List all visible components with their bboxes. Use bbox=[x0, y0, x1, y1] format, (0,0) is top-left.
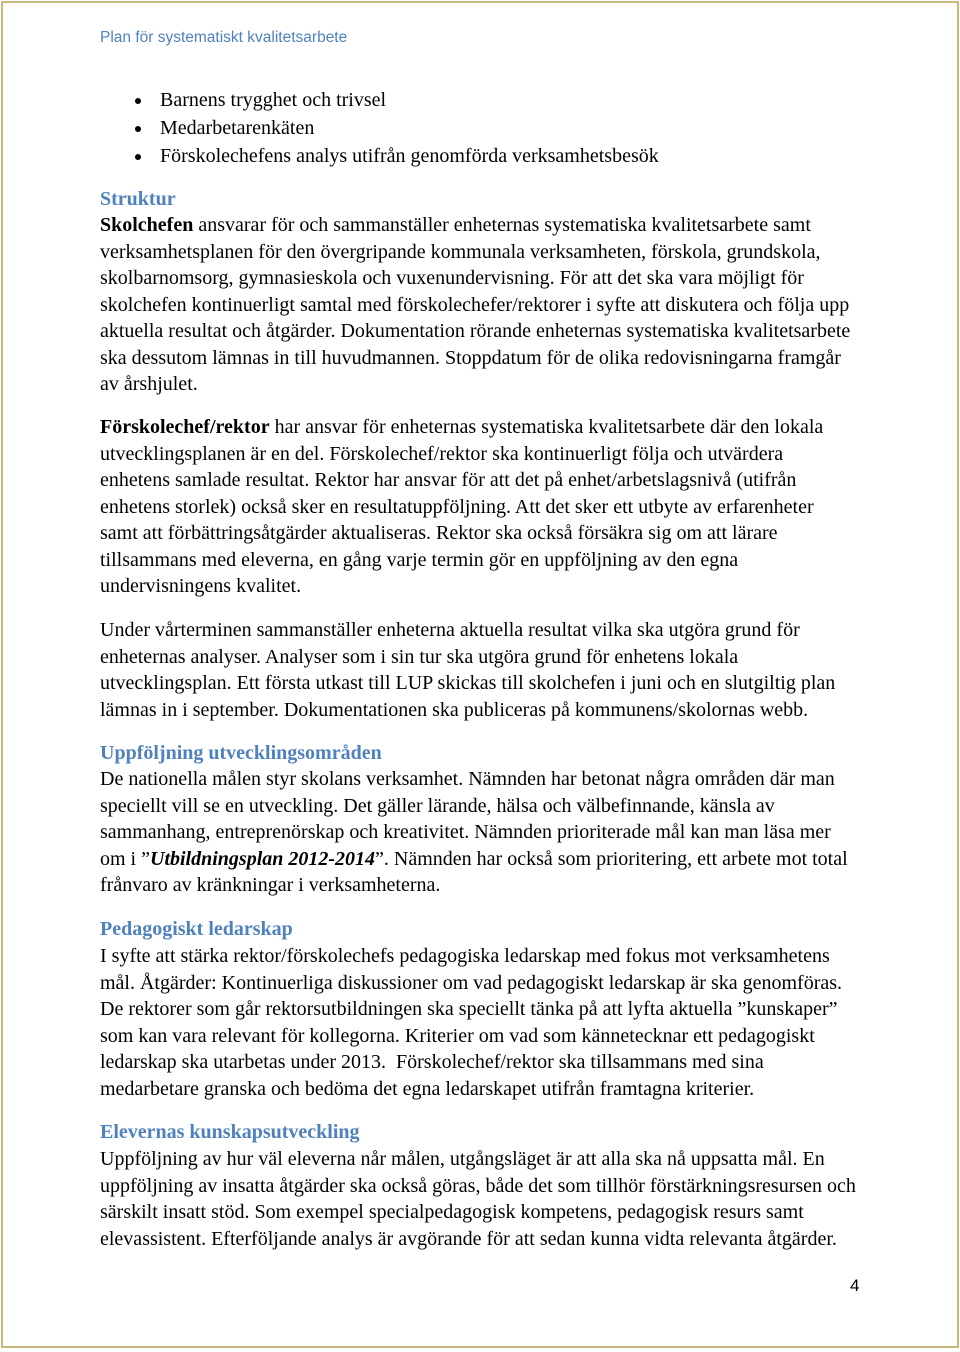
paragraph-line: skolbarnomsorg, gymnasieskola och vuxenundervisning. För att det ska vara möjligt för bbox=[100, 267, 804, 289]
line-text: ”. Nämnden har också som prioritering, ett arbete mot total bbox=[375, 847, 848, 870]
paragraph-line: särskilt insatt stöd. Som exempel specialpedagogisk kompetens, pedagogisk resurs samt bbox=[100, 1201, 804, 1223]
paragraph-line: lämnas in i september. Dokumentationen ska publiceras på kommunens/skolornas webb. bbox=[100, 698, 809, 721]
paragraph-line: enheternas analyser. Analyser som i sin tur ska utgöra grund för enhetens lokala bbox=[100, 645, 739, 668]
paragraph-line: aktuella resultat och åtgärder. Dokumentation rörande enheternas systematiska kvalitetsarbete bbox=[100, 320, 851, 342]
paragraph-line: av årshjulet. bbox=[100, 373, 198, 395]
paragraph-line: ledarskap ska utarbetas under 2013. Förskolechef/rektor ska tillsammans med sina bbox=[100, 1051, 764, 1073]
paragraph-line: utvecklingsplan. Ett första utkast till LUP skickas till skolchefen i juni och en slutgiltig plan bbox=[100, 672, 836, 694]
paragraph-line: enhetens storlek) också sker en resultatuppföljning. Att det sker ett utbyte av erfarenheter bbox=[100, 495, 814, 518]
paragraph-line: sammanhang, entreprenörskap och kreativitet. Nämnden prioriterade mål kan man läsa mer bbox=[100, 821, 831, 843]
paragraph-line: Uppföljning av hur väl eleverna når målen, utgångsläget är att alla ska nå uppsatta mål. En bbox=[100, 1148, 825, 1170]
paragraph-line: som kan vara relevant för kollegorna. Kriterier om vad som kännetecknar ett pedagogiskt bbox=[100, 1024, 815, 1047]
paragraph-line: frånvaro av kränkningar i verksamheterna. bbox=[100, 874, 441, 896]
bullet-text: Medarbetarenkäten bbox=[160, 117, 315, 139]
heading-struktur: Struktur bbox=[100, 188, 176, 210]
paragraph-line: De nationella målen styr skolans verksamhet. Nämnden har betonat några områden där man bbox=[100, 768, 835, 790]
paragraph-line: skolchefen kontinuerligt samtal med förskolechefer/rektorer i syfte att diskutera och följa upp bbox=[100, 293, 850, 316]
bullet-marker bbox=[135, 154, 141, 160]
paragraph-pedagogiskt-ledarskap bbox=[100, 943, 842, 1102]
paragraph-uppfoljning bbox=[100, 766, 848, 899]
paragraph-forskolechef bbox=[100, 414, 823, 600]
line-text: om i ” bbox=[100, 847, 150, 870]
bold-lead: Skolchefen bbox=[100, 214, 194, 236]
paragraph-line: I syfte att stärka rektor/förskolechefs pedagogiska ledarskap med fokus mot verksamhetens bbox=[100, 945, 830, 967]
paragraph-line: utvecklingsplanen är en del. Förskolechef/rektor ska kontinuerligt följa och utvärdera bbox=[100, 442, 784, 465]
line-text: ansvarar för och sammanställer enheternas systematiska kvalitetsarbete samt bbox=[193, 214, 811, 236]
paragraph-line: samt att förbättringsåtgärder aktualiseras. Rektor ska också försäkra sig om att lärare bbox=[100, 522, 778, 544]
paragraph-line: elevassistent. Efterföljande analys är avgörande för att sedan kunna vidta relevanta åtgärder. bbox=[100, 1227, 837, 1250]
heading-pedagogiskt-ledarskap: Pedagogiskt ledarskap bbox=[100, 918, 293, 940]
bullet-marker bbox=[135, 126, 141, 132]
paragraph-line: De rektorer som går rektorsutbildningen ska speciellt tänka på att lyfta aktuella ”kunskaper” bbox=[100, 998, 838, 1020]
running-header: Plan för systematiskt kvalitetsarbete bbox=[100, 29, 348, 46]
paragraph-line: tillsammans med eleverna, en gång varje termin gör en uppföljning av den egna bbox=[100, 548, 739, 571]
paragraph-line: ska dessutom lämnas in till huvudmannen. Stoppdatum för de olika redovisningarna framgår bbox=[100, 346, 841, 369]
heading-uppfoljning: Uppföljning utvecklingsområden bbox=[100, 742, 382, 764]
heading-elevernas-kunskapsutveckling: Elevernas kunskapsutveckling bbox=[100, 1121, 360, 1143]
paragraph-elevernas-kunskapsutveckling bbox=[100, 1146, 856, 1252]
bold-lead: Förskolechef/rektor bbox=[100, 416, 270, 438]
paragraph-varterminen bbox=[100, 617, 835, 723]
bullet-item bbox=[100, 86, 659, 114]
bullet-text: Förskolechefens analys utifrån genomförda verksamhetsbesök bbox=[160, 145, 659, 167]
paragraph-line bbox=[100, 212, 850, 239]
paragraph-line bbox=[100, 414, 823, 441]
paragraph-line: undervisningens kvalitet. bbox=[100, 575, 302, 597]
bullet-text: Barnens trygghet och trivsel bbox=[160, 89, 387, 111]
paragraph-skolchefen bbox=[100, 212, 850, 398]
bullet-list bbox=[100, 86, 659, 170]
paragraph-line: uppföljning av insatta åtgärder ska också göras, både det som tillhör förstärkningsresursen och bbox=[100, 1174, 856, 1197]
bullet-item bbox=[100, 114, 659, 142]
paragraph-line: Under vårterminen sammanställer enheterna aktuella resultat vilka ska utgöra grund för bbox=[100, 619, 800, 641]
line-text: har ansvar för enheternas systematiska kvalitetsarbete där den lokala bbox=[269, 416, 824, 438]
paragraph-line: enhetens samlade resultat. Rektor har ansvar för att det på enhet/arbetslagsnivå (utifrån bbox=[100, 469, 797, 491]
bullet-marker bbox=[135, 98, 141, 104]
document-title-emphasis: Utbildningsplan 2012-2014 bbox=[150, 847, 376, 870]
paragraph-line bbox=[100, 846, 848, 873]
paragraph-line: medarbetare granska och bedöma det egna ledarskapet utifrån framtagna kriterier. bbox=[100, 1077, 755, 1100]
page-number: 4 bbox=[850, 1276, 860, 1295]
paragraph-line: speciellt vill se en utveckling. Det gäller lärande, hälsa och välbefinnande, känsla av bbox=[100, 794, 775, 817]
paragraph-line: mål. Åtgärder: Kontinuerliga diskussioner om vad pedagogiskt ledarskap är ska genomföras. bbox=[100, 971, 843, 994]
bullet-item bbox=[100, 142, 659, 170]
paragraph-line: verksamhetsplanen för den övergripande kommunala verksamheten, förskola, grundskola, bbox=[100, 240, 821, 263]
